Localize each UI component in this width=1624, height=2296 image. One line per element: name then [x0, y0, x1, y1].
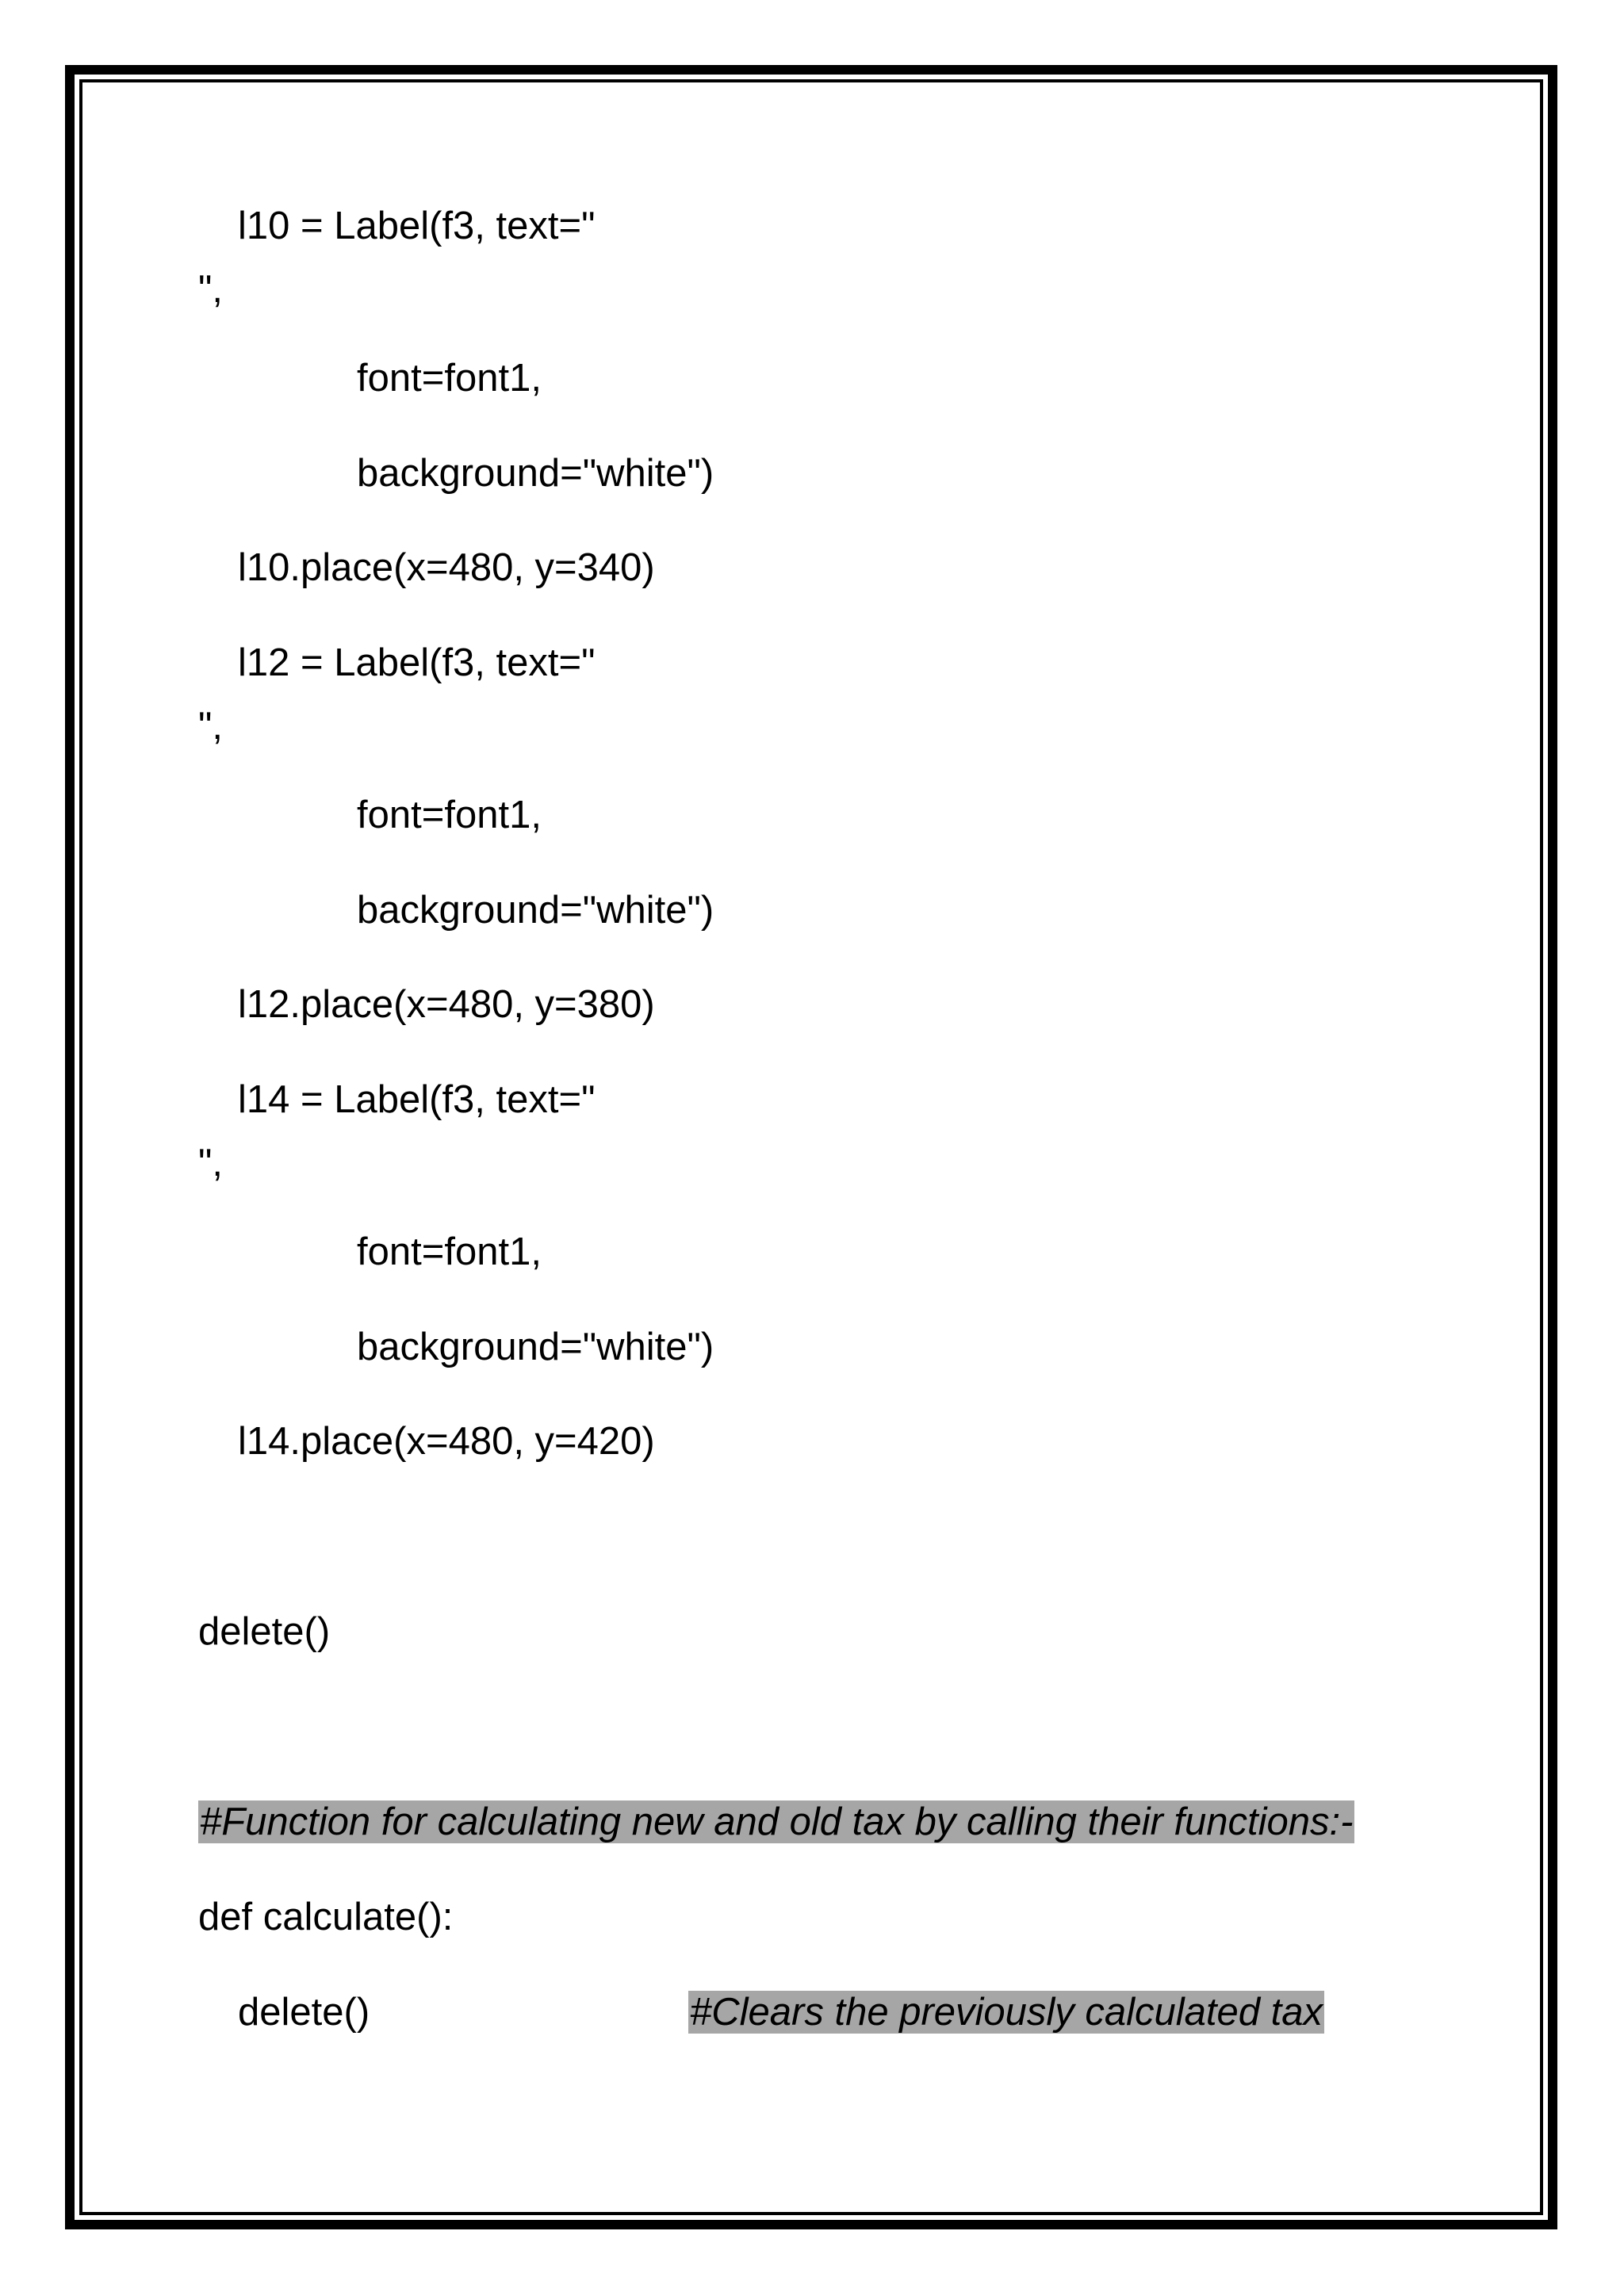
code-line: ", — [198, 268, 224, 311]
code-line: font=font1, — [357, 794, 542, 836]
code-line: l10.place(x=480, y=340) — [238, 546, 655, 589]
code-line: background="white") — [357, 889, 714, 932]
highlighted-comment: #Clears the previously calculated tax — [690, 1991, 1323, 2034]
highlighted-comment: #Function for calculating new and old tax by calling their functions:- — [200, 1800, 1354, 1843]
comment-line — [688, 1988, 1324, 2036]
code-line: l12 = Label(f3, text=" — [238, 641, 596, 684]
code-line: l14 = Label(f3, text=" — [238, 1078, 596, 1121]
code-line: def calculate(): — [198, 1896, 454, 1938]
code-line: background="white") — [357, 452, 714, 495]
code-line: font=font1, — [357, 357, 542, 400]
code-line: ", — [198, 1142, 224, 1184]
comment-line — [198, 1798, 1354, 1846]
code-line: delete() — [198, 1610, 331, 1653]
code-line: ", — [198, 705, 224, 748]
code-line: font=font1, — [357, 1230, 542, 1273]
code-line: delete() — [238, 1991, 370, 2034]
code-line: l10 = Label(f3, text=" — [238, 205, 596, 247]
code-line: background="white") — [357, 1326, 714, 1368]
code-line: l14.place(x=480, y=420) — [238, 1420, 655, 1463]
code-line: l12.place(x=480, y=380) — [238, 983, 655, 1026]
